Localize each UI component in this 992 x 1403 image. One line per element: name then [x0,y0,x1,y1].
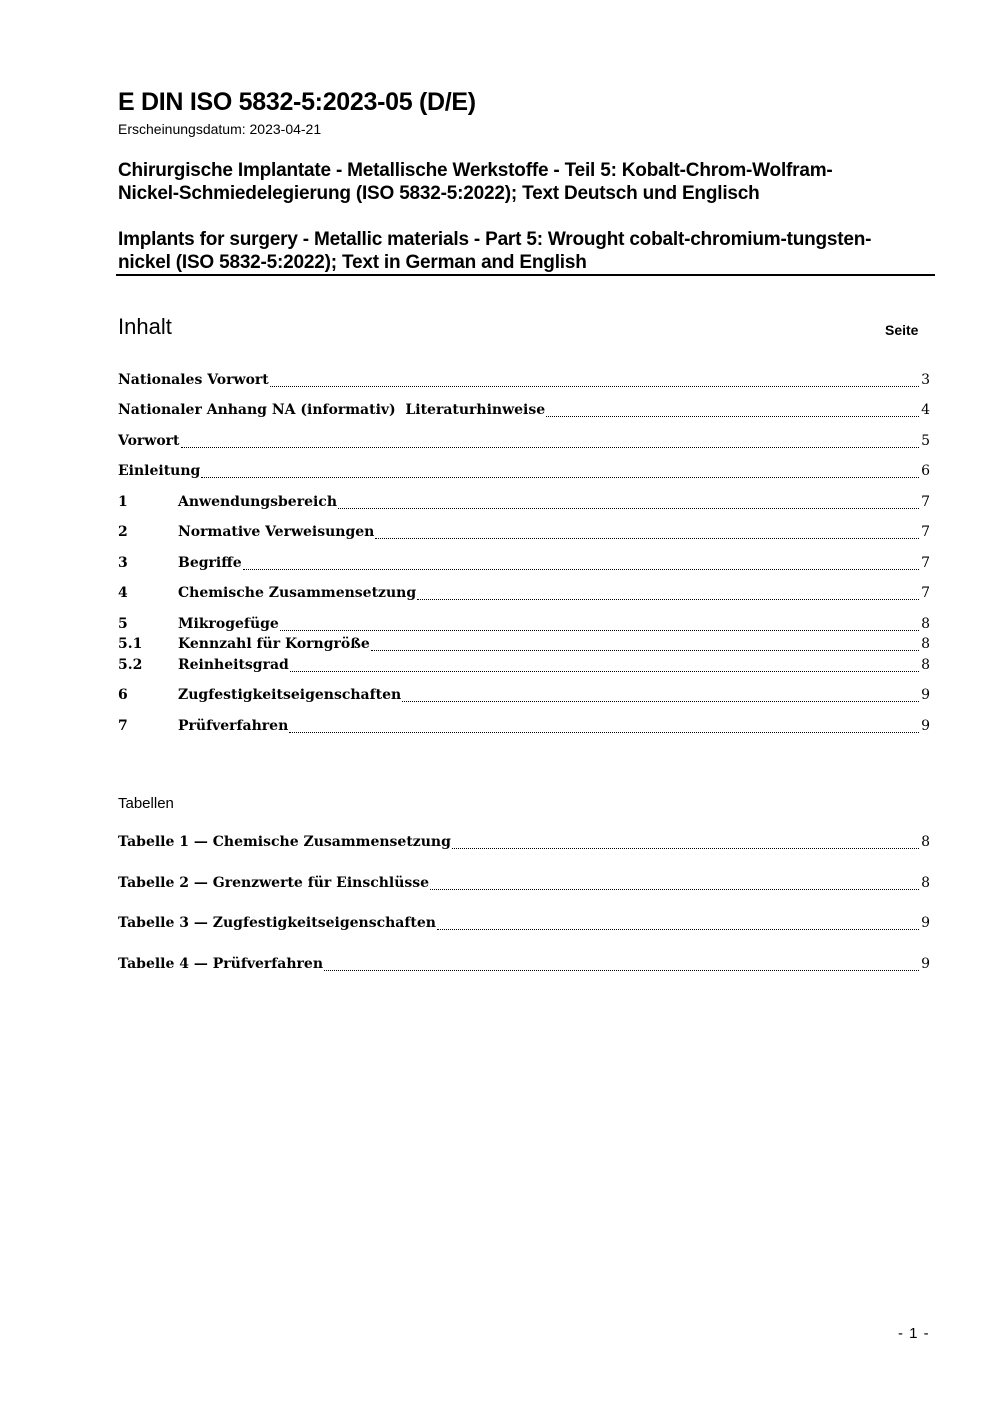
title-english [118,228,938,274]
toc-entry-page: 9 [921,687,930,703]
toc-entry-title: Anwendungsbereich [178,494,337,510]
title-english-line-1: Implants for surgery - Metallic materials - Part 5: Wrought cobalt-chromium-tungsten- [118,229,872,250]
title-german-line-2: Nickel-Schmiedelegierung (ISO 5832-5:2022); Text Deutsch und Englisch [118,183,760,204]
toc-entry-4[interactable] [118,585,930,605]
toc-entry-number: 4 [118,585,128,601]
toc-entry-einleitung[interactable] [118,463,930,483]
leader-dots [324,969,919,971]
toc-entry-page: 5 [921,433,930,449]
document-id: E DIN ISO 5832-5:2023-05 (D/E) [118,88,476,116]
toc-entry-number: 5.2 [118,657,143,673]
toc-entry-1[interactable] [118,494,930,514]
header-divider [116,274,935,276]
toc-entry-5-1[interactable] [118,636,930,656]
toc-entry-page: 7 [921,555,930,571]
leader-dots [289,731,919,733]
toc-entry-title: Mikrogefüge [178,616,279,632]
table-entry-page: 8 [921,834,930,850]
leader-dots [270,385,919,387]
toc-entry-6[interactable] [118,687,930,707]
title-english-line-2: nickel (ISO 5832-5:2022); Text in German and English [118,252,587,273]
title-german [118,159,938,205]
table-entry-1[interactable] [118,834,930,854]
toc-entry-title: Nationales Vorwort [118,372,269,388]
table-entry-2[interactable] [118,875,930,895]
toc-entry-nationaler-anhang[interactable] [118,402,930,422]
toc-entry-number: 2 [118,524,128,540]
toc-entry-title: Einleitung [118,463,201,479]
toc-entry-title: Begriffe [178,555,242,571]
leader-dots [338,507,919,509]
toc-entry-title: Normative Verweisungen [178,524,375,540]
toc-entry-number: 3 [118,555,128,571]
table-entry-title: Tabelle 3 — Zugfestigkeitseigenschaften [118,915,436,931]
table-entry-title: Tabelle 4 — Prüfverfahren [118,956,324,972]
toc-entry-2[interactable] [118,524,930,544]
toc-entry-page: 8 [921,616,930,632]
table-entry-page: 9 [921,915,930,931]
leader-dots [437,928,919,930]
table-entry-page: 9 [921,956,930,972]
toc-entry-page: 3 [921,372,930,388]
leader-dots [280,629,919,631]
leader-dots [201,476,919,478]
toc-entry-title: Zugfestigkeitseigenschaften [178,687,402,703]
table-entry-3[interactable] [118,915,930,935]
table-entry-title: Tabelle 1 — Chemische Zusammensetzung [118,834,451,850]
toc-page-column-label: Seite [885,322,919,338]
toc-entry-number: 6 [118,687,128,703]
toc-entry-number: 5.1 [118,636,143,652]
toc-entry-page: 7 [921,494,930,510]
toc-entry-title: Reinheitsgrad [178,657,289,673]
title-german-line-1: Chirurgische Implantate - Metallische Werkstoffe - Teil 5: Kobalt-Chrom-Wolfram- [118,160,833,181]
leader-dots [402,700,919,702]
toc-entry-nationales-vorwort[interactable] [118,372,930,392]
toc-entry-7[interactable] [118,718,930,738]
tables-heading: Tabellen [118,795,174,812]
leader-dots [375,537,919,539]
toc-entry-title: Kennzahl für Korngröße [178,636,370,652]
toc-entry-number: 7 [118,718,128,734]
toc-entry-title: Nationaler Anhang NA (informativ) Literaturhinweise [118,402,546,418]
leader-dots [430,888,919,890]
toc-entry-page: 6 [921,463,930,479]
leader-dots [181,446,919,448]
toc-entry-title: Vorwort [118,433,180,449]
publication-date: Erscheinungsdatum: 2023-04-21 [118,121,322,137]
toc-entry-number: 5 [118,616,128,632]
toc-entry-vorwort[interactable] [118,433,930,453]
toc-entry-page: 8 [921,636,930,652]
toc-entry-page: 9 [921,718,930,734]
toc-entry-3[interactable] [118,555,930,575]
toc-entry-5-2[interactable] [118,657,930,677]
page-number: - 1 - [898,1325,930,1342]
toc-entry-number: 1 [118,494,128,510]
toc-entry-page: 7 [921,585,930,601]
toc-entry-title: Prüfverfahren [178,718,289,734]
toc-entry-title: Chemische Zusammensetzung [178,585,417,601]
leader-dots [546,415,919,417]
table-entry-4[interactable] [118,956,930,976]
toc-entry-page: 4 [921,402,930,418]
toc-heading: Inhalt [118,314,172,339]
table-entry-title: Tabelle 2 — Grenzwerte für Einschlüsse [118,875,430,891]
toc-entry-page: 7 [921,524,930,540]
leader-dots [371,649,919,651]
leader-dots [417,598,919,600]
leader-dots [452,847,919,849]
leader-dots [290,670,919,672]
table-entry-page: 8 [921,875,930,891]
toc-entry-page: 8 [921,657,930,673]
toc-entry-5[interactable] [118,616,930,636]
leader-dots [243,568,919,570]
